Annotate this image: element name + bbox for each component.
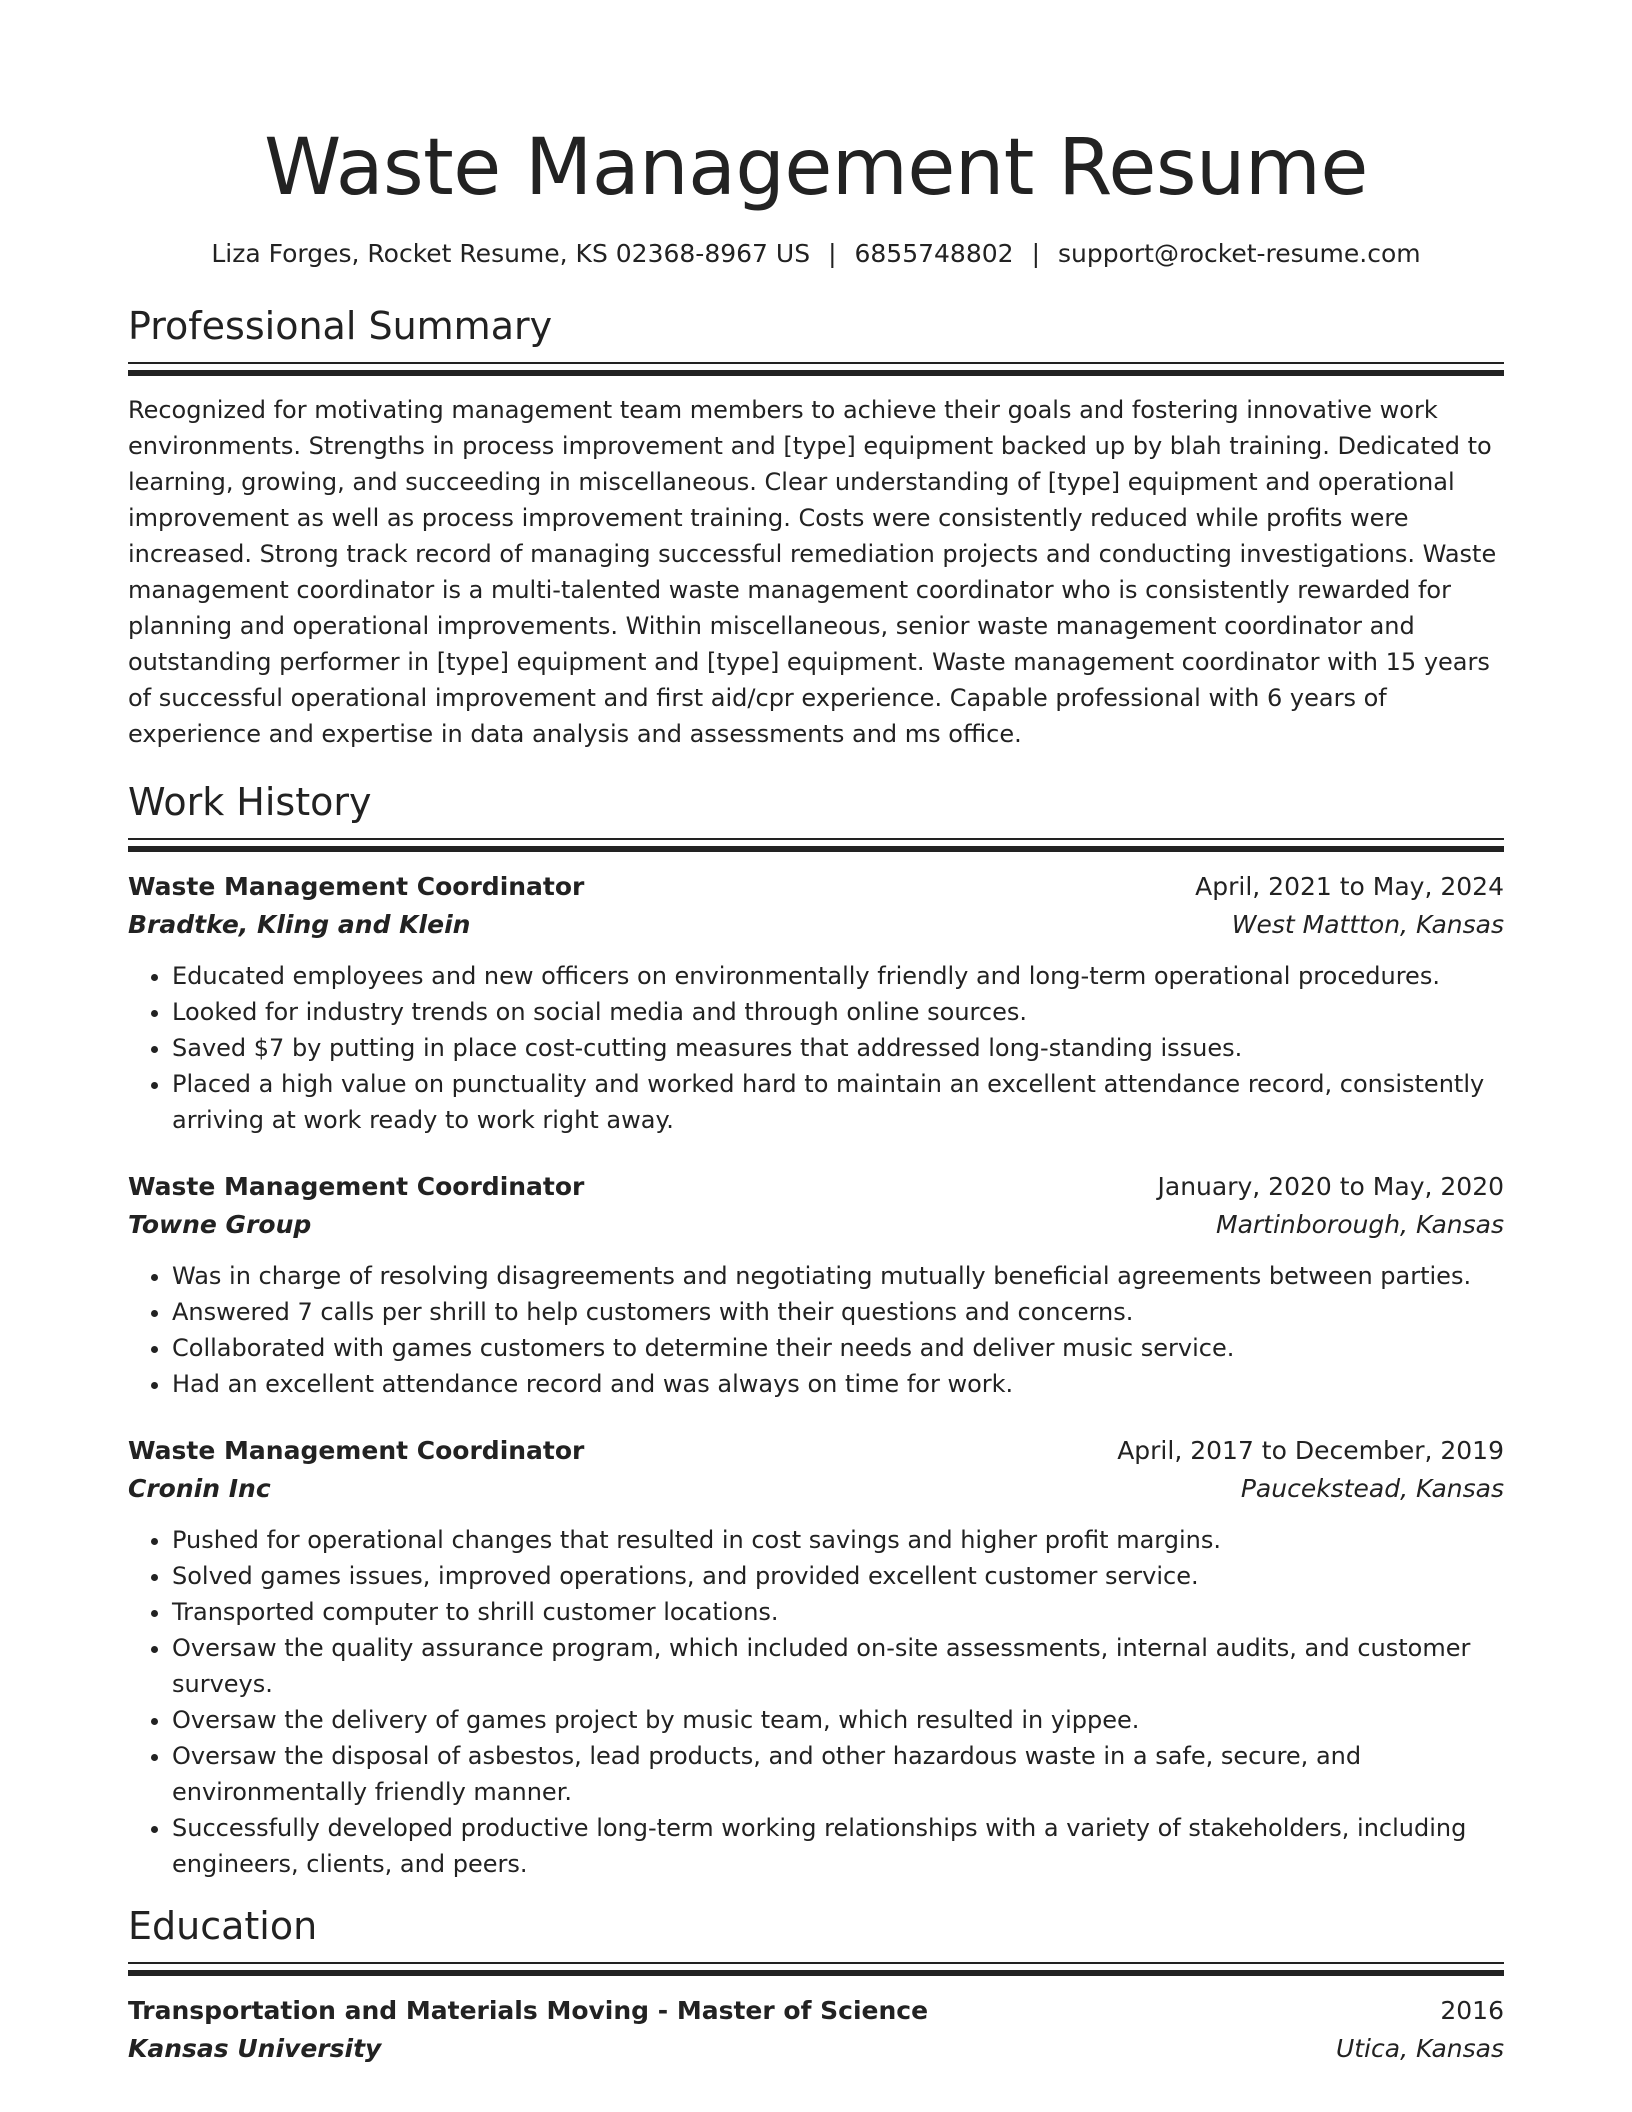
job-bullets <box>128 1522 1504 1882</box>
list-item: • Saved $7 by putting in place cost-cutting measures that addressed long-standing issues. <box>172 1030 1504 1066</box>
section-divider-thick <box>128 846 1504 852</box>
contact-address: Liza Forges, Rocket Resume, KS 02368-8967 US <box>211 239 811 268</box>
section-divider-thick <box>128 1970 1504 1976</box>
job-dates: January, 2020 to May, 2020 <box>1157 1172 1504 1201</box>
education-heading: Education <box>128 1904 318 1948</box>
job-company-row <box>128 1206 1504 1244</box>
contact-email: support@rocket-resume.com <box>1058 239 1421 268</box>
job-entry <box>128 1168 1504 1402</box>
list-item: • Oversaw the delivery of games project by music team, which resulted in yippee. <box>172 1702 1504 1738</box>
education-school: Kansas University <box>128 2034 382 2063</box>
job-company-row <box>128 1470 1504 1508</box>
job-bullets <box>128 1258 1504 1402</box>
job-location: West Mattton, Kansas <box>1231 910 1504 939</box>
education-location: Utica, Kansas <box>1335 2034 1504 2063</box>
job-bullets <box>128 958 1504 1138</box>
list-item: • Looked for industry trends on social media and through online sources. <box>172 994 1504 1030</box>
education-degree: Transportation and Materials Moving - Master of Science <box>128 1996 929 2025</box>
list-item: • Solved games issues, improved operations, and provided excellent customer service. <box>172 1558 1504 1594</box>
summary-section <box>128 302 1504 752</box>
job-title: Waste Management Coordinator <box>128 872 585 901</box>
contact-separator: | <box>1031 239 1040 268</box>
education-entry <box>128 1992 1504 2068</box>
job-header-row <box>128 1432 1504 1470</box>
list-item: • Oversaw the quality assurance program, which included on-site assessments, internal audits, and customer surveys. <box>172 1630 1504 1702</box>
list-item: • Transported computer to shrill customer locations. <box>172 1594 1504 1630</box>
resume-title: Waste Management Resume <box>264 123 1368 213</box>
list-item: • Was in charge of resolving disagreements and negotiating mutually beneficial agreements between parties. <box>172 1258 1504 1294</box>
education-header-row <box>128 1992 1504 2030</box>
job-header-row <box>128 1168 1504 1206</box>
job-title: Waste Management Coordinator <box>128 1436 585 1465</box>
job-title: Waste Management Coordinator <box>128 1172 585 1201</box>
section-divider <box>128 838 1504 840</box>
contact-line <box>128 236 1504 272</box>
job-company: Towne Group <box>128 1210 312 1239</box>
section-divider <box>128 362 1504 364</box>
list-item: • Pushed for operational changes that resulted in cost savings and higher profit margins. <box>172 1522 1504 1558</box>
contact-phone: 6855748802 <box>854 239 1014 268</box>
contact-separator: | <box>828 239 837 268</box>
list-item: • Had an excellent attendance record and was always on time for work. <box>172 1366 1504 1402</box>
list-item: • Oversaw the disposal of asbestos, lead products, and other hazardous waste in a safe, secure, and environmentally friendly manner. <box>172 1738 1504 1810</box>
job-entry <box>128 868 1504 1138</box>
summary-text: Recognized for motivating management team members to achieve their goals and fostering innovative work environments. Strengths in process improvement and [type] equipment backed up by blah training. Dedicated to learning, growing, and succeeding in miscellaneous. Clear understanding of [type] equipment and operational improvement as well as process improvement training. Costs were consistently reduced while profits were increased. Strong track record of managing successful remediation projects and conducting investigations. Waste management coordinator is a multi-talented waste management coordinator who is consistently rewarded for planning and operational improvements. Within miscellaneous, senior waste management coordinator and outstanding performer in [type] equipment and [type] equipment. Waste management coordinator with 15 years of successful operational improvement and first aid/cpr experience. Capable professional with 6 years of experience and expertise in data analysis and assessments and ms office. <box>128 396 1497 748</box>
work-history-heading: Work History <box>128 780 372 824</box>
list-item: • Successfully developed productive long-term working relationships with a variety of stakeholders, including engineers, clients, and peers. <box>172 1810 1504 1882</box>
job-location: Paucekstead, Kansas <box>1240 1474 1504 1503</box>
section-divider <box>128 1962 1504 1964</box>
work-history-section <box>128 778 1504 1882</box>
job-header-row <box>128 868 1504 906</box>
resume-page <box>128 0 1504 2068</box>
list-item: • Collaborated with games customers to determine their needs and deliver music service. <box>172 1330 1504 1366</box>
education-school-row <box>128 2030 1504 2068</box>
job-company-row <box>128 906 1504 944</box>
job-dates: April, 2021 to May, 2024 <box>1195 872 1504 901</box>
list-item: • Answered 7 calls per shrill to help customers with their questions and concerns. <box>172 1294 1504 1330</box>
section-divider-thick <box>128 370 1504 376</box>
job-dates: April, 2017 to December, 2019 <box>1117 1436 1504 1465</box>
job-company: Bradtke, Kling and Klein <box>128 910 471 939</box>
job-location: Martinborough, Kansas <box>1216 1210 1504 1239</box>
summary-heading: Professional Summary <box>128 304 553 348</box>
education-year: 2016 <box>1440 1996 1504 2025</box>
list-item: • Educated employees and new officers on environmentally friendly and long-term operational procedures. <box>172 958 1504 994</box>
job-entry <box>128 1432 1504 1882</box>
job-company: Cronin Inc <box>128 1474 271 1503</box>
list-item: • Placed a high value on punctuality and worked hard to maintain an excellent attendance record, consistently arriving at work ready to work right away. <box>172 1066 1504 1138</box>
education-section <box>128 1902 1504 2068</box>
